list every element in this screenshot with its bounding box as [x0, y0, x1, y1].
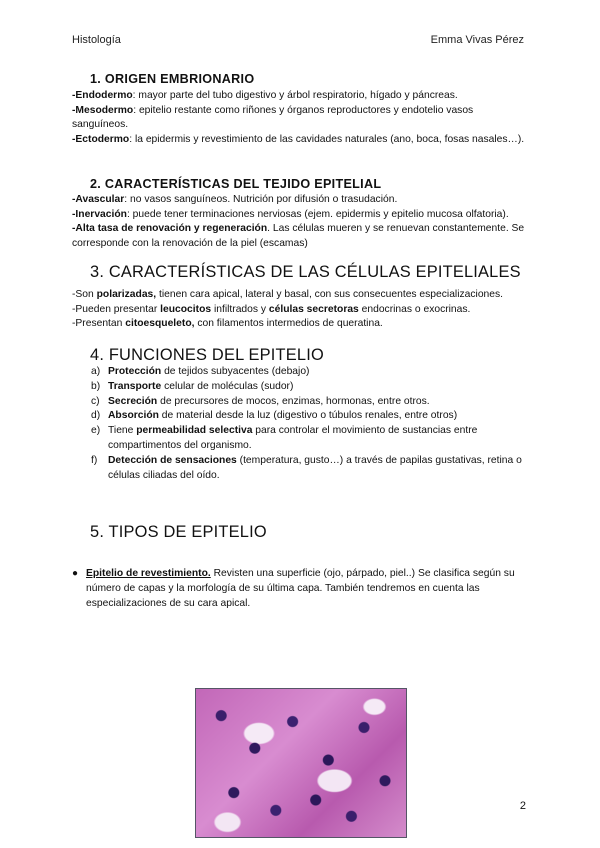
text: de precursores de mocos, enzimas, hormonas, entre otros. [157, 395, 430, 407]
term: -Mesodermo [72, 104, 134, 116]
paragraph-line [72, 193, 528, 208]
section-title: 2. CARACTERÍSTICAS DEL TEJIDO EPITELIAL [90, 176, 382, 191]
list-marker: b) [91, 380, 101, 392]
paragraph-line [72, 288, 528, 303]
paragraph-line [72, 208, 528, 223]
text: Revisten una superficie (ojo, párpado, piel..) Se clasifica según su número de capas y la morfología de su última capa. También tendremos en cuenta las especializaciones de su cara apical. [86, 568, 515, 609]
section-characteristics-cells [72, 262, 528, 332]
text: Tiene [108, 425, 137, 437]
text: : la epidermis y revestimiento de las cavidades naturales (ano, boca, fosas nasales…). [129, 134, 525, 146]
list-item [91, 409, 528, 424]
text: para controlar el movimiento de sustancias entre compartimentos del organismo. [108, 425, 478, 451]
list-item [91, 395, 528, 410]
bullet-icon: ● [72, 568, 79, 580]
section-title: 3. CARACTERÍSTICAS DE LAS CÉLULAS EPITELIALES [90, 262, 521, 281]
text: : epitelio restante como riñones y órganos reproductores y endotelio vasos sanguíneos. [72, 104, 474, 131]
term: Transporte [108, 380, 162, 392]
section-title: 5. TIPOS DE EPITELIO [90, 523, 267, 542]
text: -Pueden presentar [72, 303, 161, 315]
bullet-item [72, 567, 528, 611]
text: -Presentan [72, 318, 126, 330]
term: -Avascular [72, 193, 125, 205]
term: Absorción [108, 410, 159, 422]
text: : mayor parte del tubo digestivo y árbol respiratorio, hígado y páncreas. [132, 89, 458, 101]
text: infiltrados y [211, 303, 269, 315]
list-marker: a) [91, 365, 101, 377]
text: (temperatura, gusto…) a través de papilas gustativas, retina o células ciliadas del oído. [108, 454, 522, 481]
list-marker: d) [91, 410, 101, 422]
text: de material desde la luz (digestivo o túbulos renales, entre otros) [158, 410, 458, 422]
list-item [91, 454, 528, 484]
list-item [91, 380, 528, 395]
paragraph-line [72, 303, 528, 318]
term: -Endodermo [72, 89, 133, 101]
term: polarizadas, [96, 288, 157, 300]
list-item [91, 424, 528, 454]
text: celular de moléculas (sudor) [161, 380, 294, 392]
epithelium-micrograph-image [195, 688, 407, 838]
functions-list [72, 365, 528, 483]
text: con filamentos intermedios de queratina. [194, 318, 383, 330]
paragraph-line [72, 89, 528, 104]
text: -Son [72, 288, 97, 300]
list-marker: e) [91, 425, 101, 437]
paragraph-line [72, 133, 528, 148]
section-functions [72, 348, 528, 483]
text: : no vasos sanguíneos. Nutrición por difusión o trasudación. [124, 193, 398, 205]
section-origin [72, 72, 528, 148]
term: -Ectodermo [72, 134, 130, 146]
term: -Alta tasa de renovación y regeneración [72, 223, 268, 235]
term: leucocitos [160, 303, 212, 315]
term: -Inervación [72, 208, 127, 220]
section-title: 1. ORIGEN EMBRIONARIO [90, 72, 255, 86]
paragraph-line [72, 222, 528, 252]
list-marker: c) [91, 395, 100, 407]
list-item [91, 365, 528, 380]
text: : puede tener terminaciones nerviosas (ejem. epidermis y epitelio mucosa olfatoria). [126, 208, 509, 220]
text: de tejidos subyacentes (debajo) [161, 365, 310, 377]
term: Epitelio de revestimiento. [86, 568, 211, 580]
document-body [72, 72, 528, 612]
section-characteristics-tissue [72, 177, 528, 252]
section-types [72, 525, 528, 611]
section-title: 4. FUNCIONES DEL EPITELIO [90, 346, 324, 365]
paragraph-line [72, 104, 528, 134]
text: endocrinas o exocrinas. [358, 303, 471, 315]
header-right: Emma Vivas Pérez [430, 34, 524, 46]
term: Protección [108, 365, 162, 377]
paragraph-line [72, 317, 528, 332]
page-number: 2 [519, 800, 526, 812]
term: permeabilidad selectiva [136, 425, 253, 437]
header-left: Histología [72, 34, 121, 46]
text: . Las células mueren y se renuevan constantemente. Se corresponde con la renovación de la piel (escamas) [72, 223, 525, 250]
term: Detección de sensaciones [108, 454, 237, 466]
list-marker: f) [91, 454, 98, 466]
text: tienen cara apical, lateral y basal, con sus consecuentes especializaciones. [156, 288, 504, 300]
term: células secretoras [268, 303, 359, 315]
term: Secreción [108, 395, 158, 407]
term: citoesqueleto, [125, 318, 195, 330]
